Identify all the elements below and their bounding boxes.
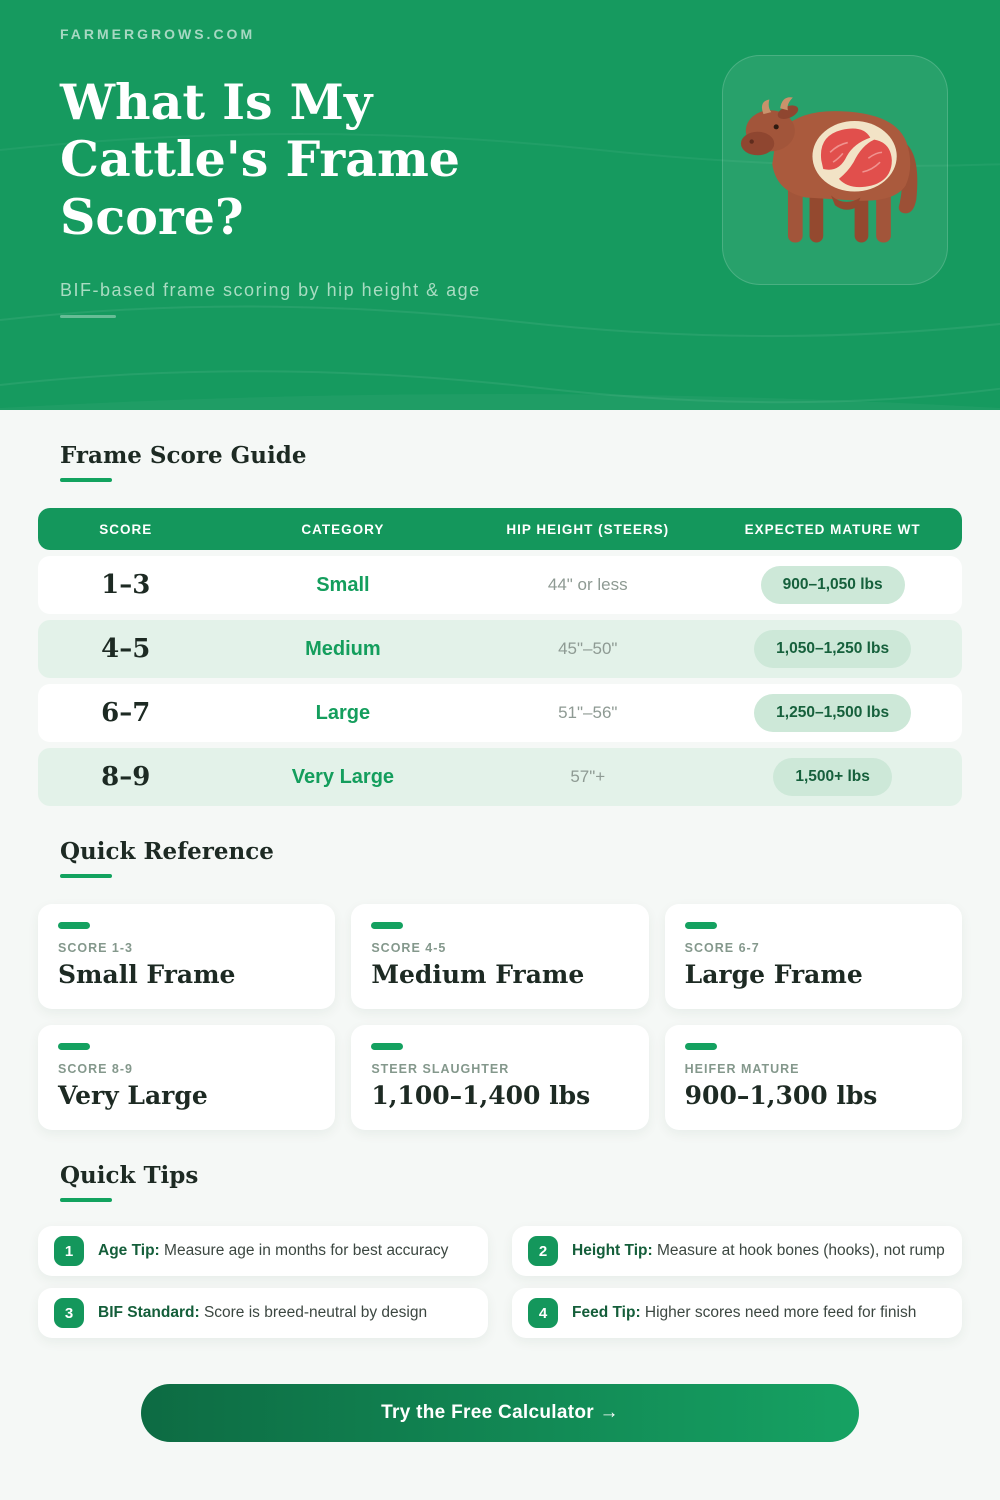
card-label: SCORE 4-5	[371, 941, 447, 955]
table-row	[38, 684, 962, 742]
score-cell: 6–7	[101, 698, 151, 728]
section-title-quick-tips	[60, 1162, 962, 1202]
reference-card	[38, 904, 335, 1009]
page-title-line-3: Score?	[60, 187, 244, 246]
tip-body: Higher scores need more feed for finish	[644, 1303, 917, 1321]
table-row	[38, 748, 962, 806]
mature-wt-badge: 1,250–1,500 lbs	[754, 694, 911, 732]
card-accent-bar	[58, 1043, 90, 1050]
reference-card	[38, 1025, 335, 1130]
tip-label: Feed Tip:	[572, 1303, 641, 1321]
card-label: SCORE 6-7	[684, 941, 760, 955]
page-title	[60, 74, 620, 246]
card-value: Very Large	[58, 1081, 208, 1110]
card-label: SCORE 1-3	[58, 941, 133, 955]
card-accent-bar	[371, 1043, 403, 1050]
section-title-accent-bar	[60, 874, 112, 878]
table-row	[38, 556, 962, 614]
column-header-score: SCORE	[99, 521, 153, 537]
card-value: Medium Frame	[371, 960, 585, 989]
reference-card	[665, 904, 962, 1009]
section-title-frame-score-guide	[60, 442, 962, 482]
tip-body: Measure age in months for best accuracy	[164, 1241, 449, 1259]
hip-height-cell: 57"+	[570, 767, 606, 786]
subtitle-underline	[60, 315, 116, 318]
tip-card	[38, 1288, 488, 1338]
card-accent-bar	[685, 922, 717, 929]
reference-card	[665, 1025, 962, 1130]
tip-body: Score is breed-neutral by design	[203, 1303, 428, 1321]
hip-height-cell: 51"–56"	[558, 703, 618, 722]
free-calculator-button[interactable]: Try the Free Calculator →	[141, 1384, 859, 1442]
tip-text	[572, 1303, 916, 1323]
score-cell: 1–3	[101, 570, 151, 600]
page-subtitle: BIF-based frame scoring by hip height & age	[60, 279, 481, 300]
score-cell: 8–9	[101, 762, 151, 792]
mature-wt-cell	[703, 694, 962, 732]
reference-card	[351, 1025, 648, 1130]
category-cell: Large	[315, 701, 371, 724]
card-value: 1,100–1,400 lbs	[371, 1081, 591, 1110]
tip-text	[98, 1241, 448, 1261]
hip-height-cell: 45"–50"	[558, 639, 618, 658]
tip-number-badge: 4	[528, 1298, 558, 1328]
category-cell: Medium	[305, 637, 381, 660]
tip-card	[512, 1288, 962, 1338]
section-title-text: Quick Tips	[60, 1162, 199, 1189]
tip-label: Height Tip:	[572, 1241, 653, 1259]
tip-body: Measure at hook bones (hooks), not rump	[656, 1241, 945, 1259]
quick-reference-grid	[38, 904, 962, 1130]
tip-number-badge: 3	[54, 1298, 84, 1328]
reference-card	[351, 904, 648, 1009]
category-cell: Very Large	[291, 765, 395, 788]
mature-wt-badge: 1,500+ lbs	[773, 758, 892, 796]
section-title-text: Quick Reference	[60, 838, 274, 865]
card-label: HEIFER MATURE	[684, 1062, 800, 1076]
card-accent-bar	[58, 922, 90, 929]
tip-number-badge: 2	[528, 1236, 558, 1266]
tip-card	[38, 1226, 488, 1276]
score-cell: 4–5	[101, 634, 151, 664]
card-accent-bar	[371, 922, 403, 929]
card-value: Small Frame	[58, 960, 236, 989]
tip-number-badge: 1	[54, 1236, 84, 1266]
hero-header	[0, 0, 1000, 410]
hip-height-cell: 44" or less	[547, 575, 628, 594]
mature-wt-cell	[703, 630, 962, 668]
tip-text	[98, 1303, 427, 1323]
tip-label: Age Tip:	[98, 1241, 160, 1259]
mature-wt-badge: 1,050–1,250 lbs	[754, 630, 911, 668]
table-header-row	[38, 508, 962, 550]
section-title-quick-reference	[60, 838, 962, 878]
page-title-line-1: What Is My	[60, 73, 373, 131]
table-row	[38, 620, 962, 678]
tip-card	[512, 1226, 962, 1276]
mature-wt-badge: 900–1,050 lbs	[761, 566, 905, 604]
mature-wt-cell	[703, 566, 962, 604]
column-header-mature-wt: EXPECTED MATURE WT	[744, 521, 921, 537]
section-title-text: Frame Score Guide	[60, 442, 307, 469]
tip-text	[572, 1241, 945, 1261]
card-label: STEER SLAUGHTER	[371, 1062, 510, 1076]
card-value: 900–1,300 lbs	[684, 1081, 878, 1110]
category-cell: Small	[316, 573, 370, 596]
quick-tips-grid	[38, 1226, 962, 1338]
tip-label: BIF Standard:	[98, 1303, 200, 1321]
cow-icon-tile	[722, 55, 948, 285]
column-header-category: CATEGORY	[301, 521, 385, 537]
page-title-line-2: Cattle's Frame	[60, 130, 460, 189]
section-title-accent-bar	[60, 478, 112, 482]
section-title-accent-bar	[60, 1198, 112, 1202]
card-label: SCORE 8-9	[58, 1062, 133, 1076]
cow-with-beef-cut-icon	[737, 81, 933, 259]
card-accent-bar	[685, 1043, 717, 1050]
site-brand: FARMERGROWS.COM	[60, 26, 256, 42]
card-value: Large Frame	[684, 960, 863, 989]
column-header-hip-height: HIP HEIGHT (STEERS)	[506, 521, 670, 537]
main-content	[0, 442, 1000, 1442]
mature-wt-cell	[703, 758, 962, 796]
